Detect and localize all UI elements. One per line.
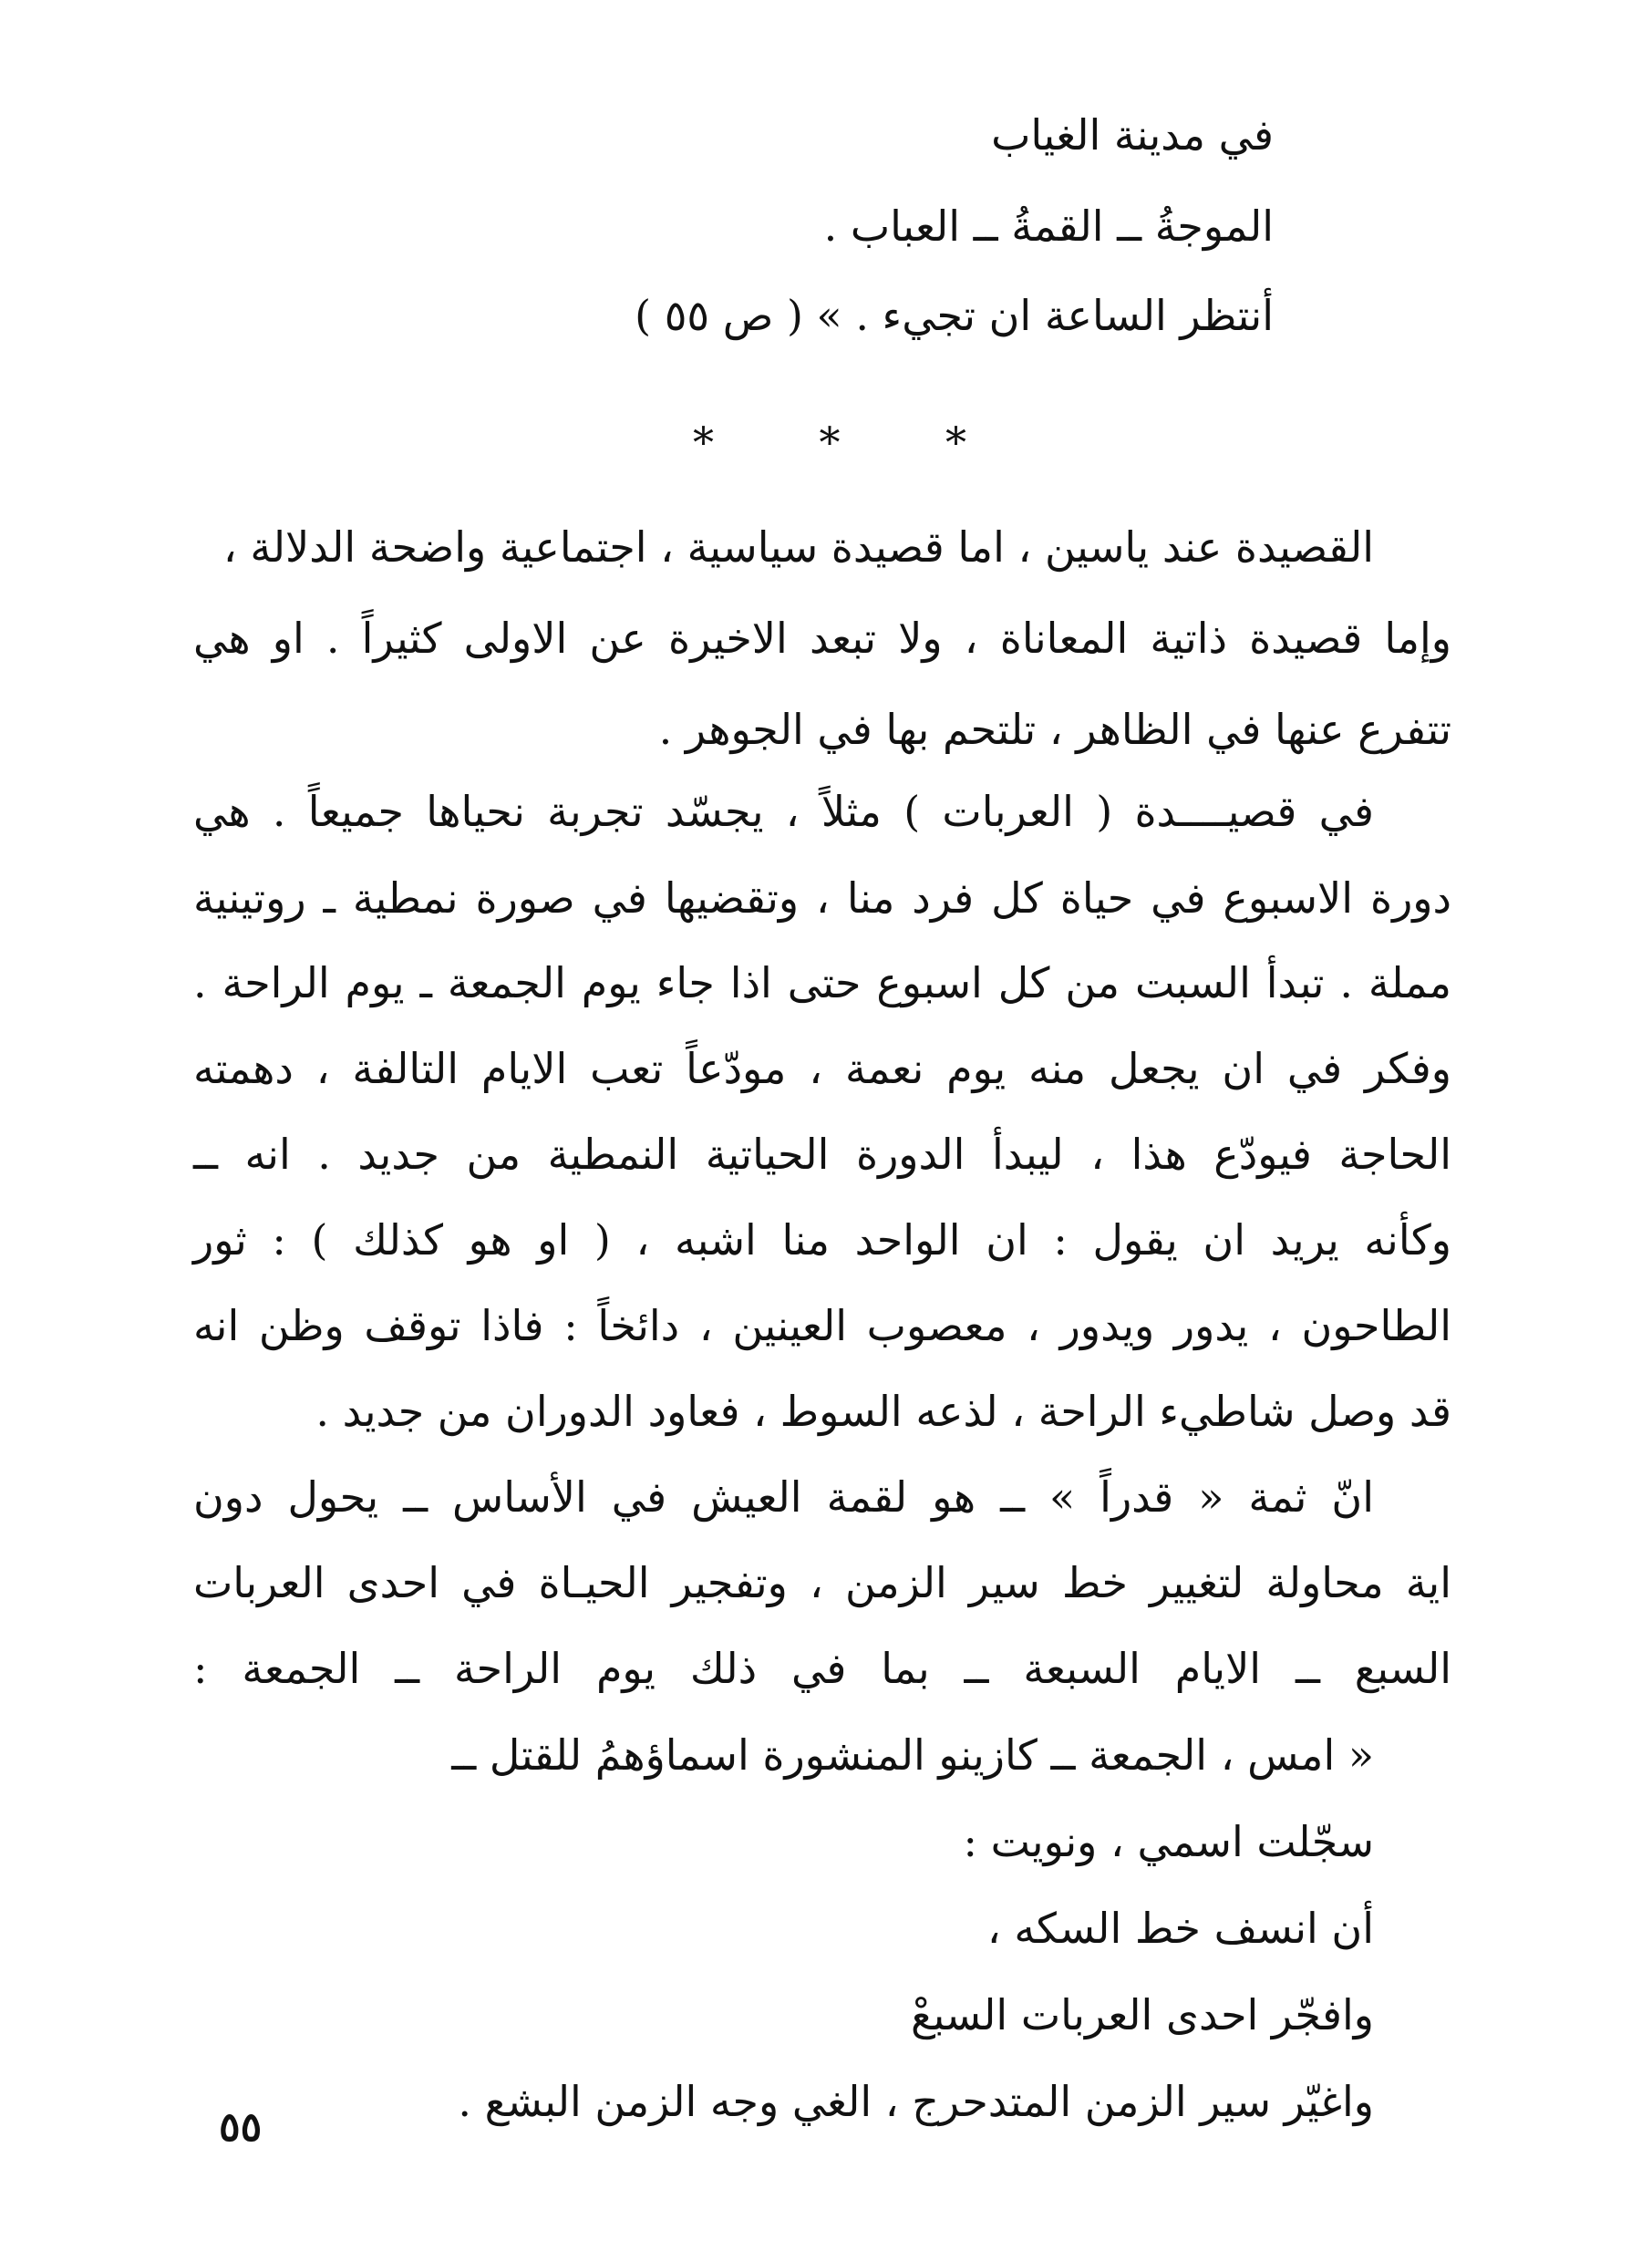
paragraph-line: وكأنه يريد ان يقول : ان الواحد منا اشبه ، ( او هو كذلك ) : ثور bbox=[193, 1215, 1451, 1265]
paragraph-line: قد وصل شاطيء الراحة ، لذعه السوط ، فعاود الدوران من جديد . bbox=[315, 1387, 1451, 1436]
verse-line: « امس ، الجمعة ــ كازينو المنشورة اسماؤهمُ للقتل ــ bbox=[451, 1730, 1374, 1780]
paragraph-line: السبع ــ الايام السبعة ــ بما في ذلك يوم الراحة ــ الجمعة : bbox=[193, 1644, 1451, 1693]
paragraph-line: اية محاولة لتغيير خط سير الزمن ، وتفجير الحيـاة في احدى العربات bbox=[193, 1558, 1451, 1607]
verse-line: سجّلت اسمي ، ونويت : bbox=[963, 1817, 1374, 1866]
paragraph-line: مملة . تبدأ السبت من كل اسبوع حتى اذا جاء يوم الجمعة ـ يوم الراحة . bbox=[193, 958, 1451, 1007]
paragraph-line: الطاحون ، يدور ويدور ، معصوب العينين ، دائخاً : فاذا توقف وظن انه bbox=[193, 1301, 1451, 1350]
paragraph-line: دورة الاسبوع في حياة كل فرد منا ، وتقضيها في صورة نمطية ـ روتينية bbox=[193, 873, 1451, 923]
paragraph-line: تتفرع عنها في الظاهر ، تلتحم بها في الجوهر . bbox=[658, 705, 1451, 754]
verse-line: وافجّر احدى العربات السبعْ bbox=[911, 1990, 1374, 2039]
paragraph-line: القصيدة عند ياسين ، اما قصيدة سياسية ، اجتماعية واضحة الدلالة ، bbox=[222, 522, 1374, 572]
verse-line: أنتظر الساعة ان تجيء . » ( ص ٥٥ ) bbox=[635, 291, 1274, 340]
verse-line: الموجةُ ــ القمةُ ــ العباب . bbox=[823, 201, 1274, 251]
verse-line: واغيّر سير الزمن المتدحرج ، الغي وجه الزمن البشع . bbox=[458, 2077, 1374, 2126]
verse-line: أن انسف خط السكه ، bbox=[986, 1904, 1374, 1953]
paragraph-line: الحاجة فيودّع هذا ، ليبدأ الدورة الحياتية النمطية من جديد . انه ــ bbox=[193, 1130, 1451, 1179]
section-separator bbox=[693, 419, 966, 465]
separator-star: * bbox=[945, 418, 966, 467]
paragraph-line: انّ ثمة « قدراً » ــ هو لقمة العيش في الأساس ــ يحول دون bbox=[193, 1472, 1374, 1522]
paragraph-line: وإما قصيدة ذاتية المعاناة ، ولا تبعد الاخيرة عن الاولى كثيراً . او هي bbox=[193, 614, 1451, 663]
page-number: ٥٥ bbox=[219, 2104, 263, 2151]
paragraph-line: في قصيــــدة ( العربات ) مثلاً ، يجسّد تجربة نحياها جميعاً . هي bbox=[193, 787, 1374, 836]
separator-star: * bbox=[819, 418, 841, 467]
separator-star: * bbox=[693, 418, 714, 467]
verse-line: في مدينة الغياب bbox=[991, 110, 1274, 160]
paragraph-line: وفكر في ان يجعل منه يوم نعمة ، مودّعاً تعب الايام التالفة ، دهمته bbox=[193, 1044, 1451, 1093]
